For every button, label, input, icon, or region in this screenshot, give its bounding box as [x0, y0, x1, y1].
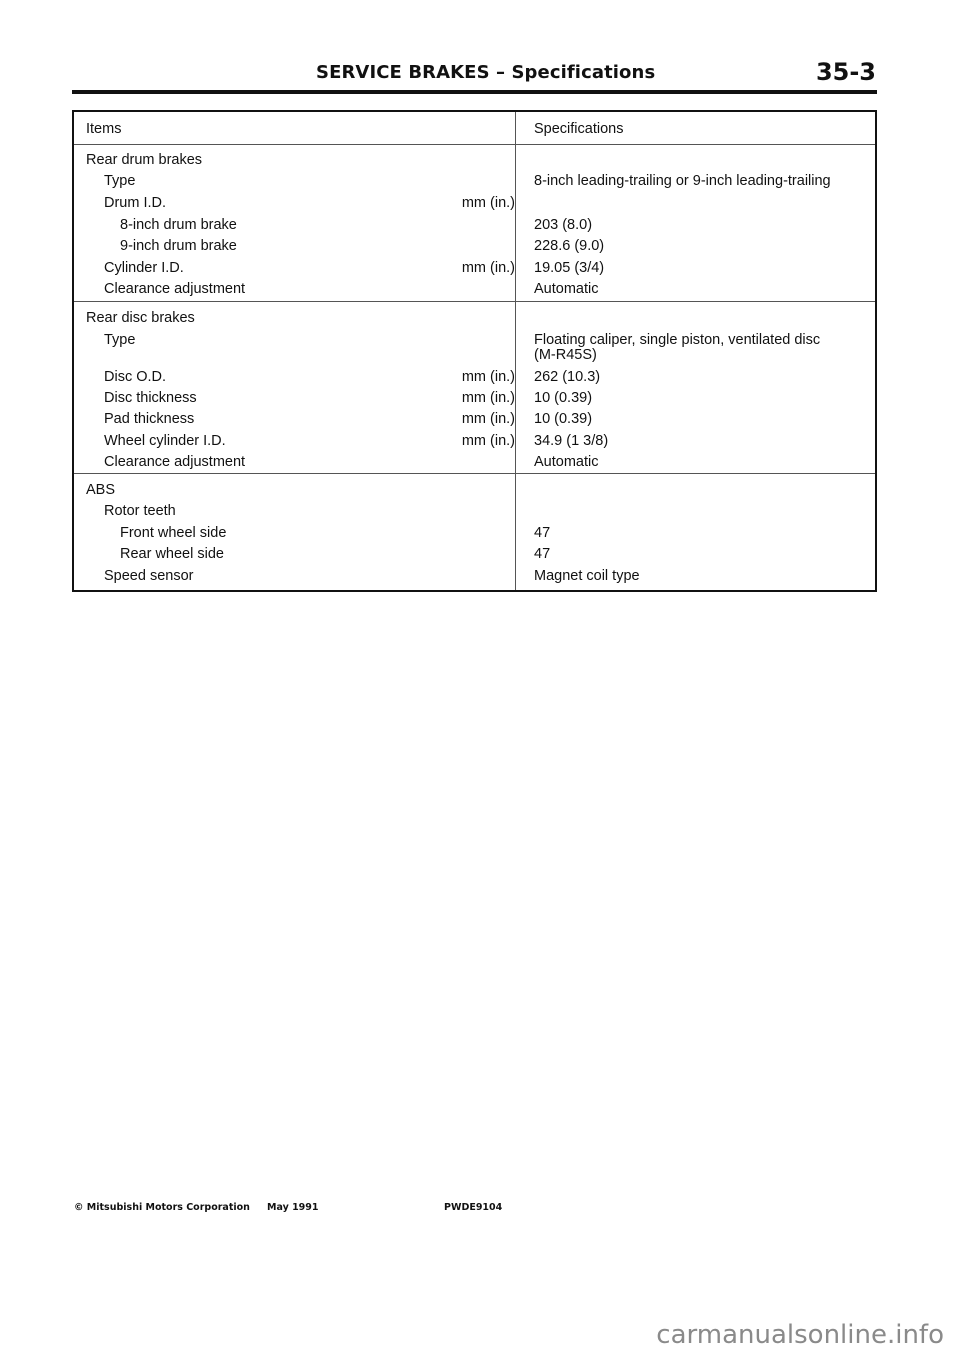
- spec-value: 228.6 (9.0): [534, 238, 605, 254]
- header-rule: [72, 90, 877, 94]
- section-divider: [74, 473, 875, 474]
- item-label: Rotor teeth: [104, 503, 176, 519]
- spec-value: 203 (8.0): [534, 217, 593, 233]
- item-label: Disc O.D.: [104, 369, 167, 385]
- item-label: Cylinder I.D.: [104, 260, 184, 276]
- spec-value: 47: [534, 546, 551, 562]
- page-number: 35-3: [815, 58, 876, 86]
- column-header-items: Items: [86, 121, 122, 137]
- unit-label: mm (in.): [461, 260, 515, 276]
- spec-value: 34.9 (1 3/8): [534, 433, 609, 449]
- footer-code: PWDE9104: [444, 1202, 503, 1213]
- spec-value: Magnet coil type: [534, 568, 640, 584]
- page-title: SERVICE BRAKES – Specifications: [316, 62, 656, 83]
- section-title: Rear drum brakes: [86, 152, 203, 168]
- item-label: Type: [104, 173, 136, 189]
- section-title: ABS: [86, 482, 116, 498]
- item-label: Disc thickness: [104, 390, 197, 406]
- item-label: Wheel cylinder I.D.: [104, 433, 226, 449]
- column-divider: [515, 112, 516, 590]
- spec-value: Floating caliper, single piston, ventilated disc: [534, 332, 821, 348]
- item-label: 8-inch drum brake: [120, 217, 237, 233]
- section-divider: [74, 301, 875, 302]
- unit-label: mm (in.): [461, 411, 515, 427]
- header-row-divider: [74, 144, 875, 145]
- item-label: Drum I.D.: [104, 195, 167, 211]
- spec-value: 10 (0.39): [534, 390, 593, 406]
- specifications-table: [72, 110, 877, 592]
- spec-value: 19.05 (3/4): [534, 260, 605, 276]
- spec-value: 8-inch leading-trailing or 9-inch leading-trailing: [534, 173, 831, 189]
- watermark: carmanualsonline.info: [656, 1320, 944, 1350]
- spec-value: 10 (0.39): [534, 411, 593, 427]
- unit-label: mm (in.): [461, 195, 515, 211]
- spec-value: Automatic: [534, 281, 599, 297]
- unit-label: mm (in.): [461, 390, 515, 406]
- item-label: Pad thickness: [104, 411, 195, 427]
- spec-value: 47: [534, 525, 551, 541]
- footer-date: May 1991: [267, 1202, 319, 1213]
- item-label: Clearance adjustment: [104, 281, 246, 297]
- unit-label: mm (in.): [461, 433, 515, 449]
- item-label: Type: [104, 332, 136, 348]
- spec-value: Automatic: [534, 454, 599, 470]
- item-label: Rear wheel side: [120, 546, 224, 562]
- column-header-specifications: Specifications: [534, 121, 624, 137]
- spec-value-continued: (M-R45S): [534, 347, 597, 363]
- item-label: Front wheel side: [120, 525, 227, 541]
- spec-value: 262 (10.3): [534, 369, 601, 385]
- section-title: Rear disc brakes: [86, 310, 195, 326]
- item-label: Clearance adjustment: [104, 454, 246, 470]
- unit-label: mm (in.): [461, 369, 515, 385]
- footer-copyright: © Mitsubishi Motors Corporation: [74, 1202, 250, 1213]
- item-label: Speed sensor: [104, 568, 194, 584]
- item-label: 9-inch drum brake: [120, 238, 237, 254]
